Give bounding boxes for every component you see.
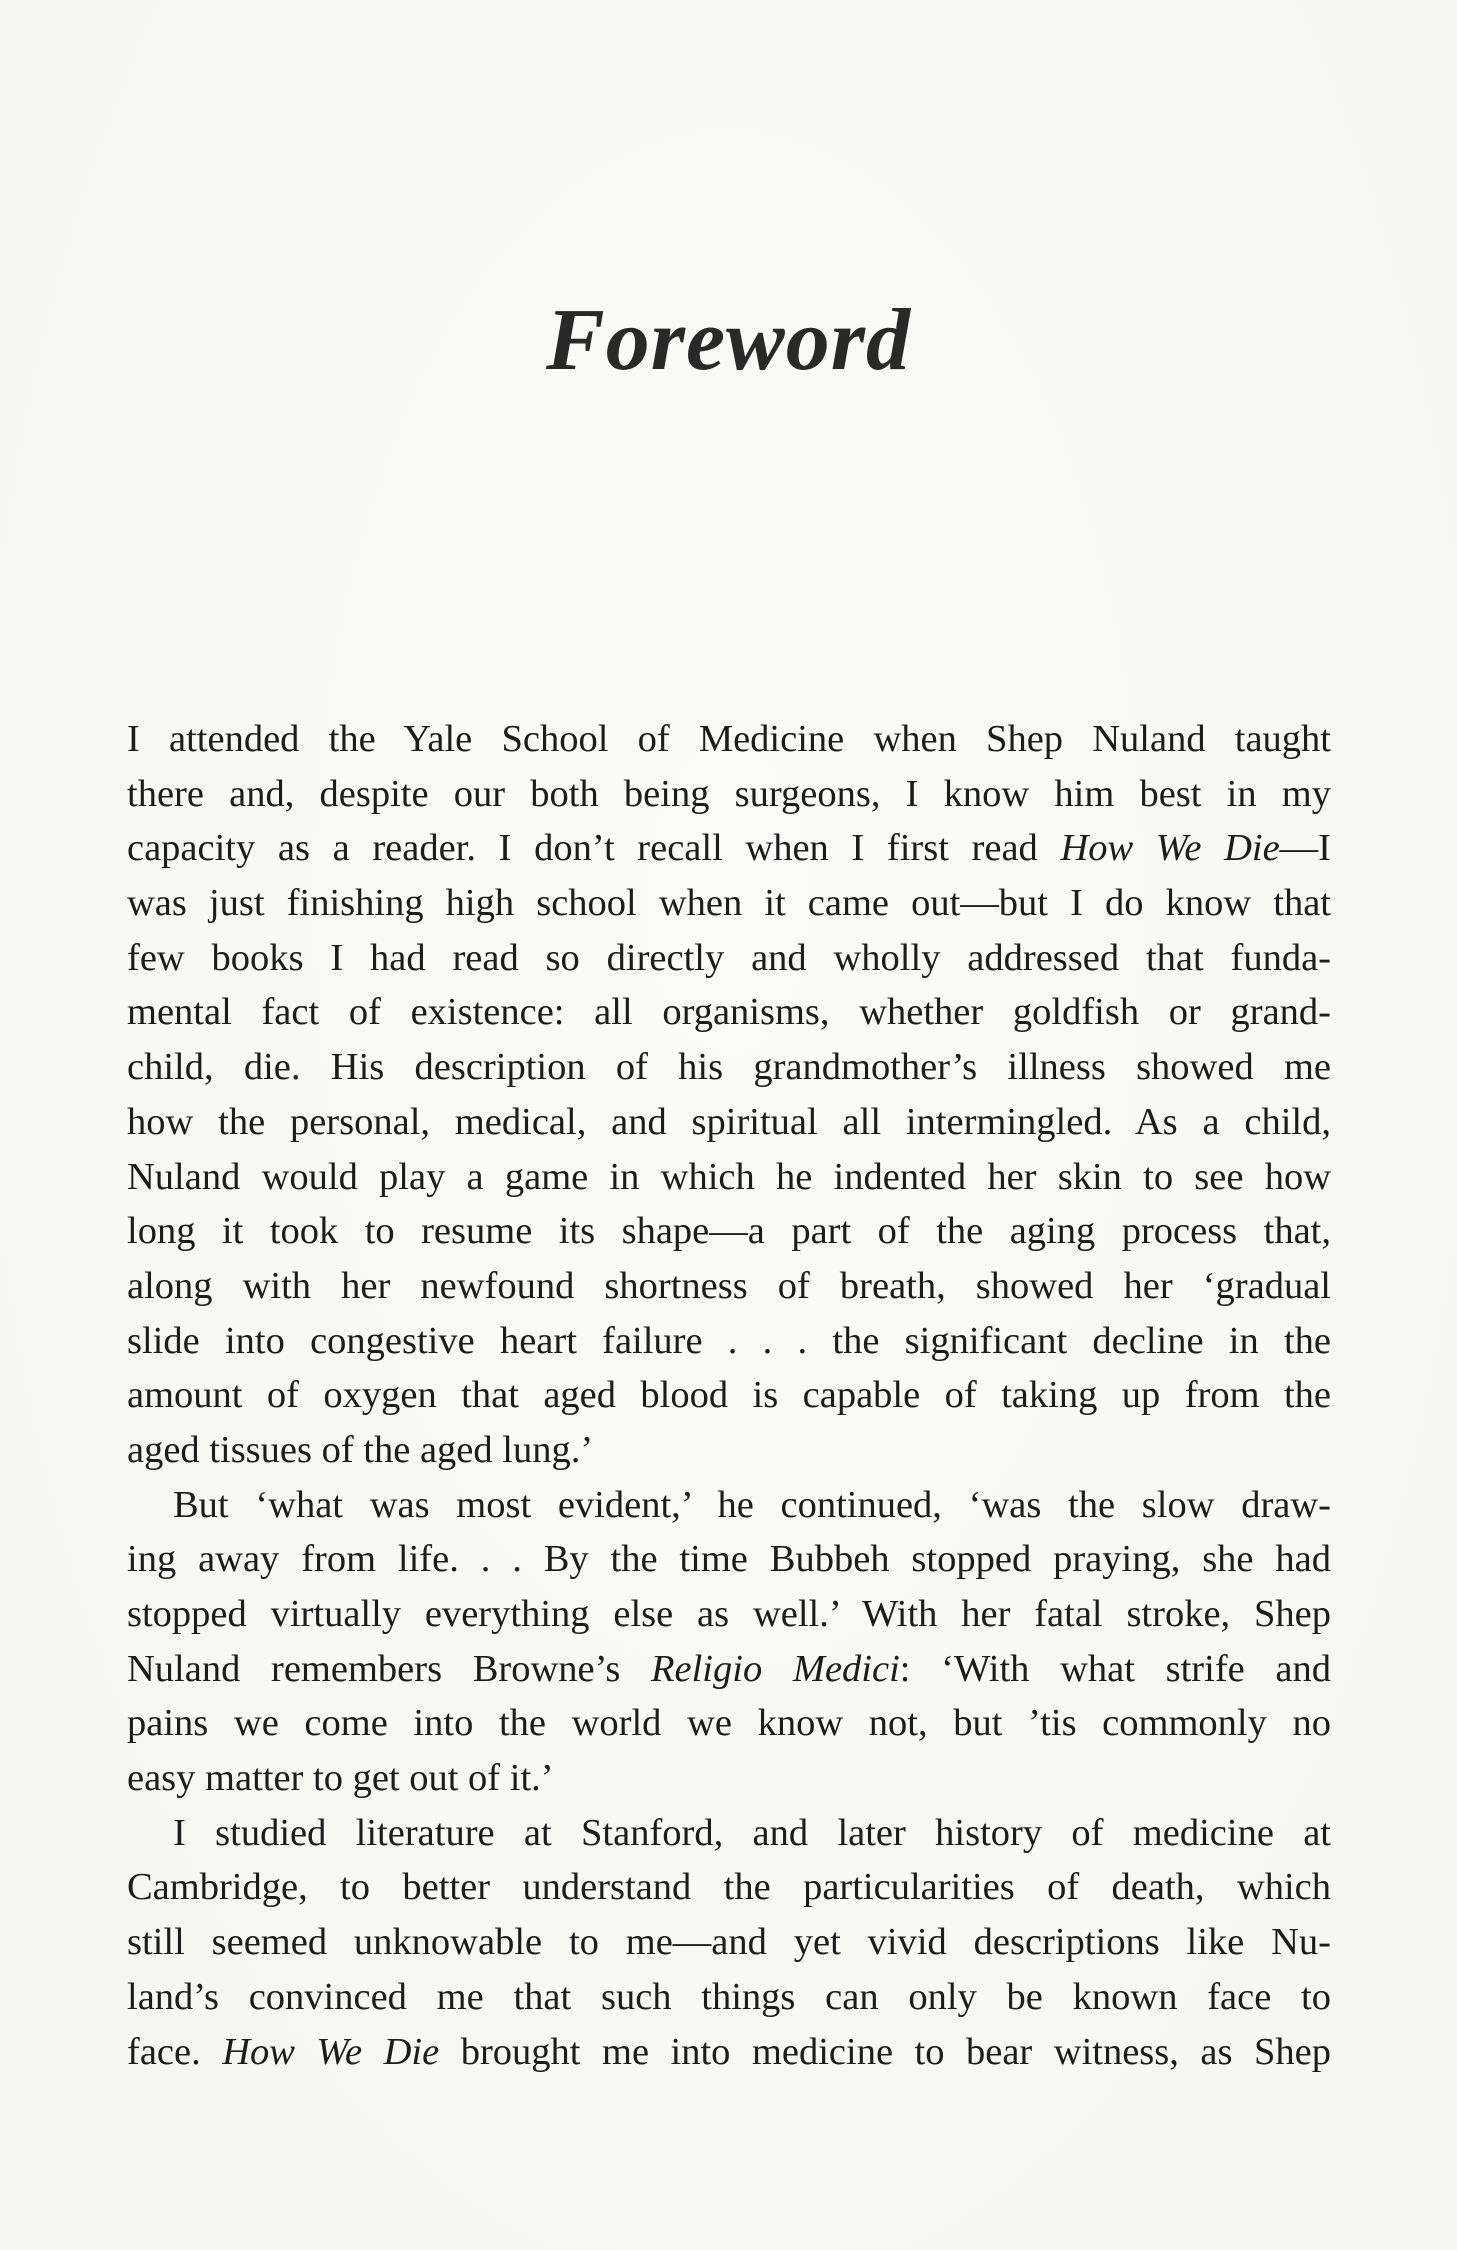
text-line: slide into congestive heart failure . . . the significant decline in the [127, 1319, 1331, 1362]
text-line: Nuland would play a game in which he indented her skin to see how [127, 1155, 1331, 1198]
chapter-title: Foreword [546, 292, 911, 389]
text-line: mental fact of existence: all organisms, whether goldfish or grand- [127, 991, 1331, 1034]
text-line: Cambridge, to better understand the particularities of death, which [127, 1866, 1331, 1909]
text-line: aged tissues of the aged lung.’ [127, 1428, 594, 1471]
text-line: ing away from life. . . By the time Bubbeh stopped praying, she had [127, 1538, 1331, 1581]
text-line: amount of oxygen that aged blood is capable of taking up from the [127, 1374, 1331, 1417]
text-line: But ‘what was most evident,’ he continued, ‘was the slow draw- [173, 1483, 1331, 1526]
text-line: easy matter to get out of it.’ [127, 1757, 554, 1800]
text-line: long it took to resume its shape—a part of the aging process that, [127, 1210, 1331, 1253]
text-line: face. How We Die brought me into medicine to bear witness, as Shep [127, 2030, 1331, 2073]
text-line: I studied literature at Stanford, and later history of medicine at [173, 1811, 1331, 1854]
text-line: stopped virtually everything else as well.’ With her fatal stroke, Shep [127, 1593, 1331, 1635]
text-line: there and, despite our both being surgeons, I know him best in my [127, 772, 1331, 815]
text-line: along with her newfound shortness of breath, showed her ‘gradual [127, 1264, 1331, 1307]
text-line: I attended the Yale School of Medicine when Shep Nuland taught [127, 718, 1331, 760]
text-line: was just finishing high school when it came out—but I do know that [127, 882, 1331, 925]
book-title-italic: Religio Medici [651, 1647, 900, 1690]
text-line: how the personal, medical, and spiritual all intermingled. As a child, [127, 1100, 1331, 1143]
book-title-italic: How We Die [222, 2030, 440, 2073]
text-line: Nuland remembers Browne’s Religio Medici: ‘With what strife and [127, 1647, 1331, 1690]
body-text [127, 712, 1331, 2079]
text-line: still seemed unknowable to me—and yet vivid descriptions like Nu- [127, 1921, 1331, 1964]
text-line: pains we come into the world we know not, but ’tis commonly no [127, 1702, 1331, 1745]
text-line: few books I had read so directly and wholly addressed that funda- [127, 936, 1331, 979]
book-title-italic: How We Die [1060, 827, 1280, 870]
text-line: land’s convinced me that such things can only be known face to [127, 1975, 1331, 2018]
text-line: child, die. His description of his grandmother’s illness showed me [127, 1046, 1331, 1089]
text-line: capacity as a reader. I don’t recall when I first read How We Die—I [127, 827, 1331, 870]
